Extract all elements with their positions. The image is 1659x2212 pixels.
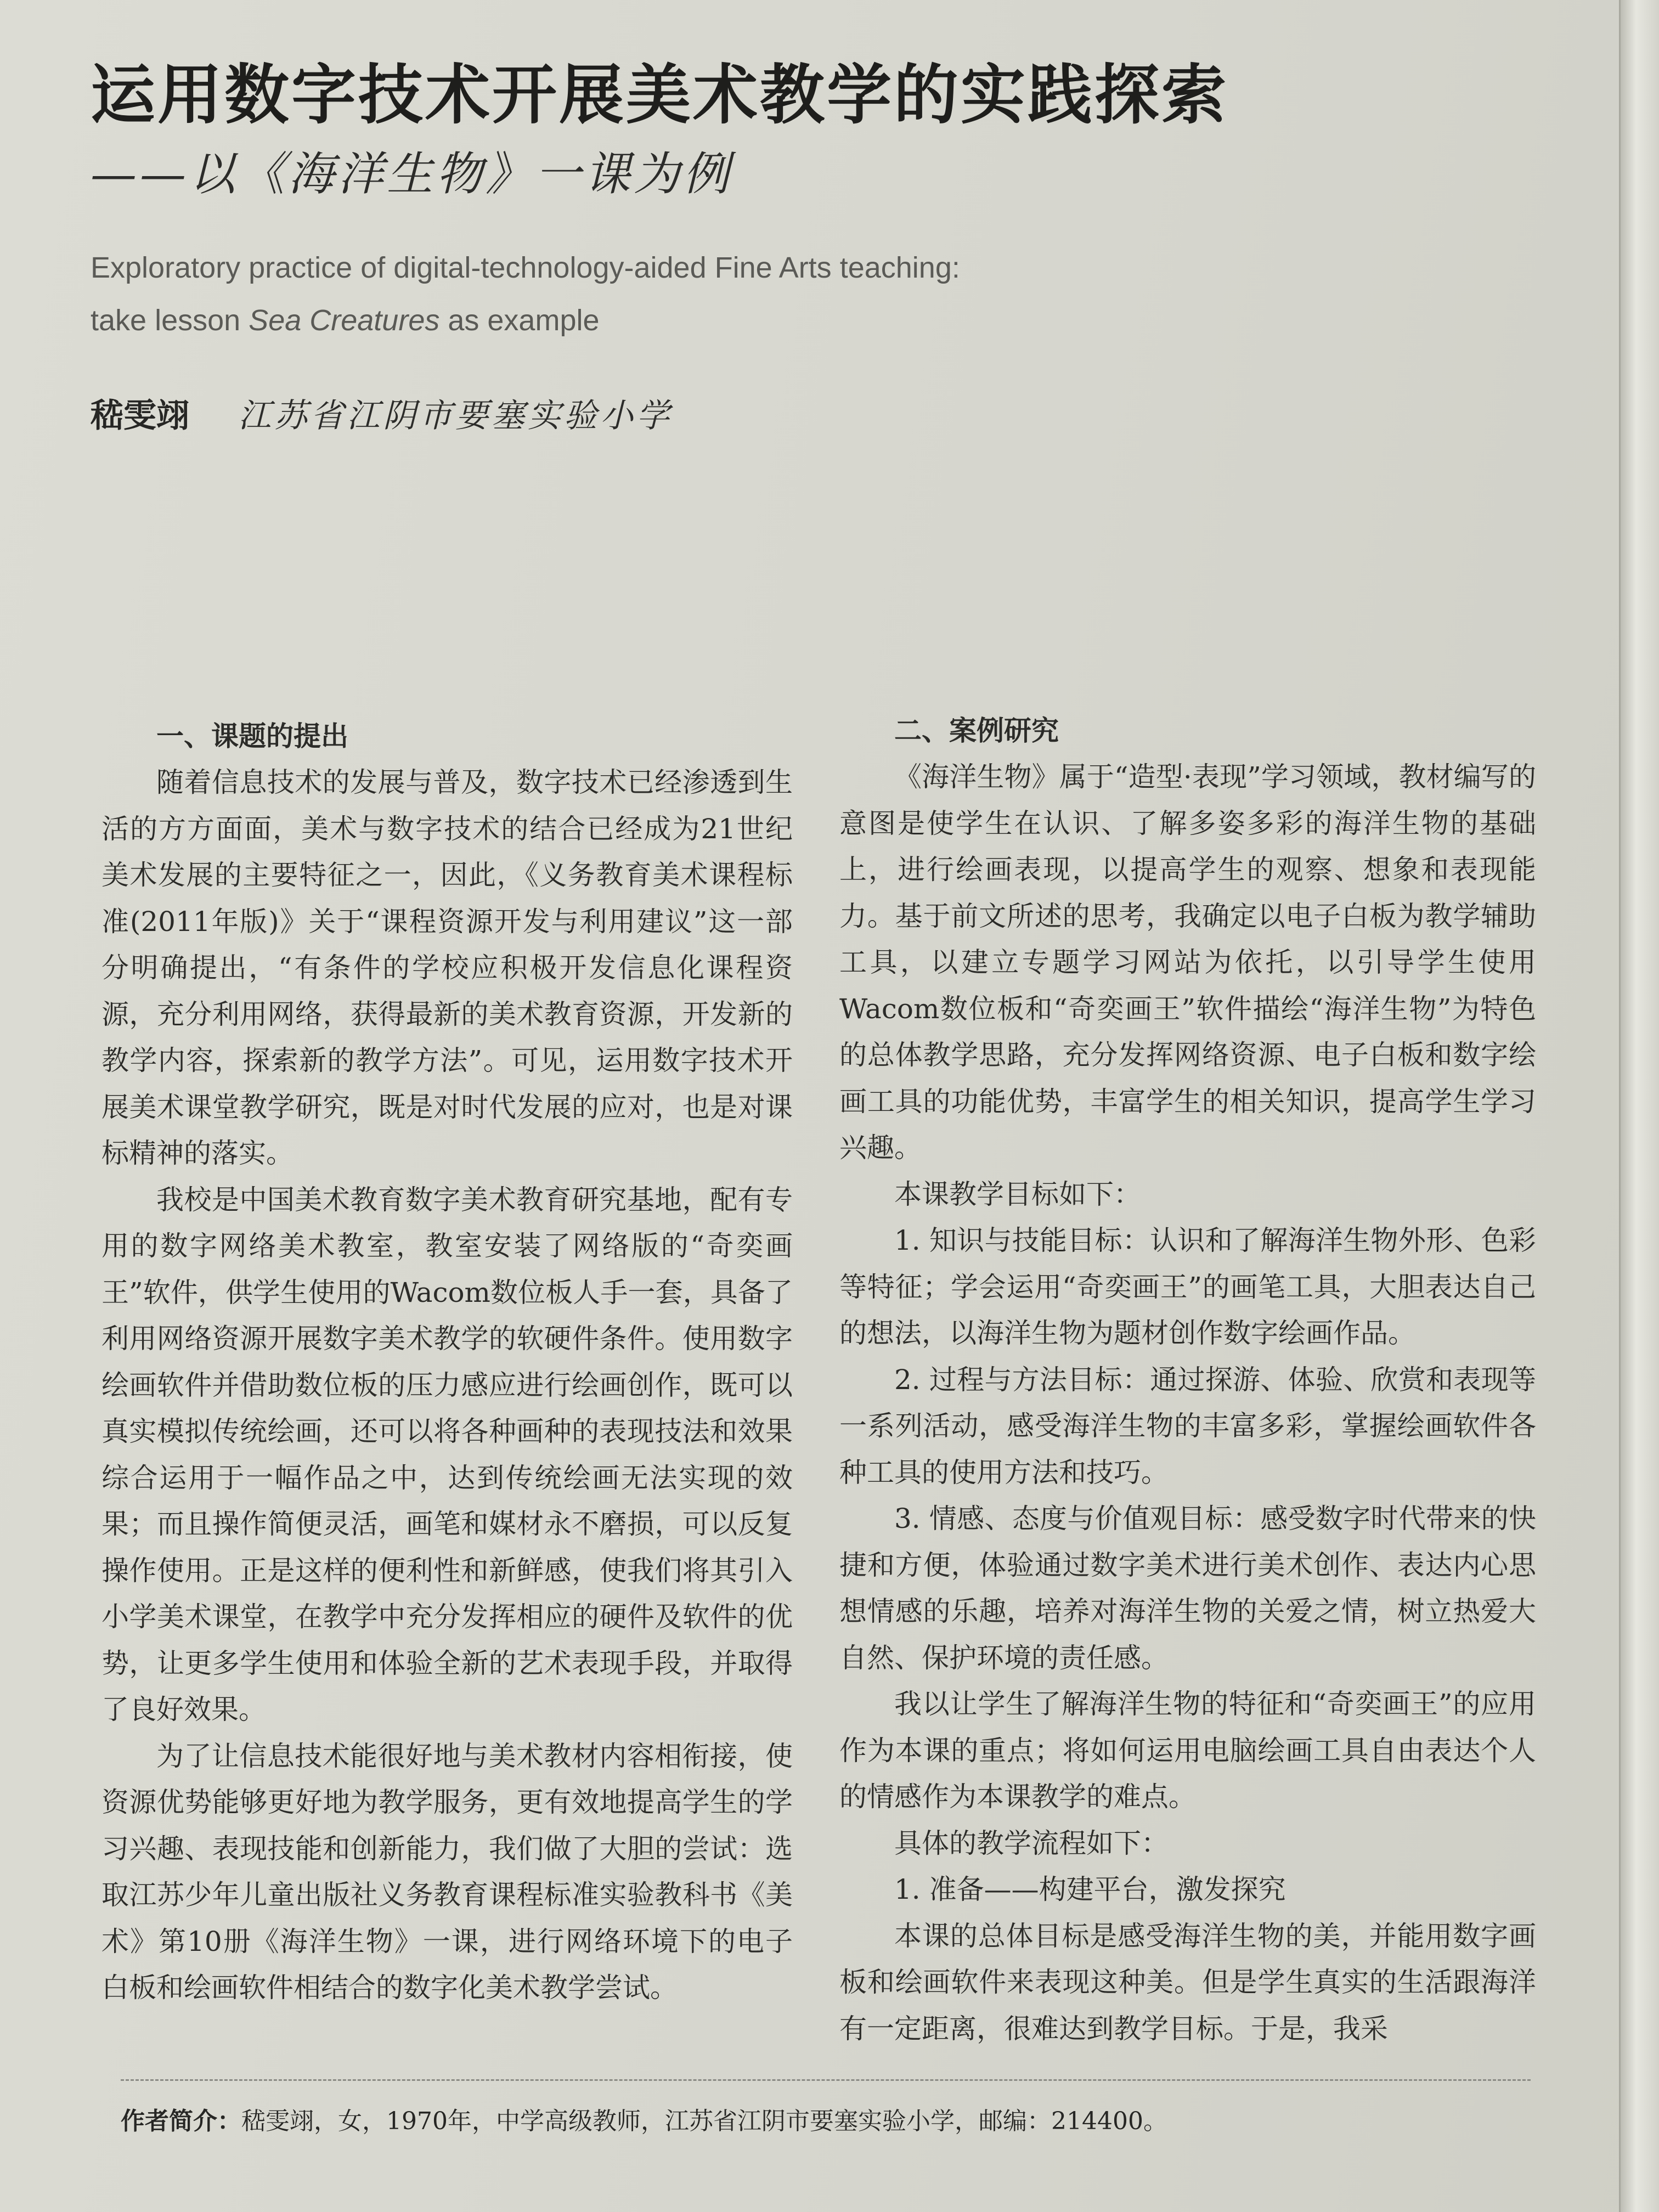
footnote-text: 嵇雯翊，女，1970年，中学高级教师，江苏省江阴市要塞实验小学，邮编：214400。 bbox=[241, 2107, 1167, 2135]
author-footnote bbox=[121, 2101, 1531, 2136]
right-paragraph: 3. 情感、态度与价值观目标：感受数字时代带来的快捷和方便，体验通过数字美术进行美术创作、表达内心思想情感的乐趣，培养对海洋生物的关爱之情，树立热爱大自然、保护环境的责任感。 bbox=[839, 1503, 1536, 1674]
right-paragraph: 《海洋生物》属于“造型·表现”学习领域，教材编写的意图是使学生在认识、了解多姿多彩的海洋生物的基础上，进行绘画表现，以提高学生的观察、想象和表现能力。基于前文所述的思考，我确定以电子白板为教学辅助工具，以建立专题学习网站为依托，以引导学生使用Wacom数位板和“奇奕画王”软件描绘“海洋生物”为特色的总体教学思路，充分发挥网络资源、电子白板和数字绘画工具的功能优势，丰富学生的相关知识，提高学生学习兴趣。 bbox=[839, 761, 1536, 1164]
right-paragraph: 2. 过程与方法目标：通过探游、体验、欣赏和表现等一系列活动，感受海洋生物的丰富多彩，掌握绘画软件各种工具的使用方法和技巧。 bbox=[839, 1363, 1536, 1488]
footnote-divider bbox=[121, 2079, 1531, 2081]
english-title-lesson-name: Sea Creatures bbox=[249, 304, 440, 337]
right-column bbox=[839, 708, 1536, 2052]
english-title-suffix: as example bbox=[439, 304, 600, 337]
article-title: 运用数字技术开展美术教学的实践探索 bbox=[91, 57, 1229, 133]
author-name: 嵇雯翊 bbox=[91, 397, 189, 435]
article-subtitle: ——以《海洋生物》一课为例 bbox=[91, 147, 733, 201]
left-paragraph: 为了让信息技术能很好地与美术教材内容相衔接，使资源优势能够更好地为教学服务，更有效地提高学生的学习兴趣、表现技能和创新能力，我们做了大胆的尝试：选取江苏少年儿童出版社义务教育课程标准实验教科书《美术》第10册《海洋生物》一课，进行网络环境下的电子白板和绘画软件相结合的数字化美术教学尝试。 bbox=[101, 1740, 793, 2004]
right-paragraph: 我以让学生了解海洋生物的特征和“奇奕画王”的应用作为本课的重点；将如何运用电脑绘画工具自由表达个人的情感作为本课教学的难点。 bbox=[839, 1688, 1536, 1813]
adjacent-page-edge bbox=[1619, 0, 1659, 2212]
footnote-label: 作者简介： bbox=[121, 2107, 241, 2135]
english-title-line2 bbox=[91, 294, 1133, 347]
section-heading-1: 一、课题的提出 bbox=[156, 720, 348, 752]
right-paragraph: 本课的总体目标是感受海洋生物的美，并能用数字画板和绘画软件来表现这种美。但是学生真实的生活跟海洋有一定距离，很难达到教学目标。于是，我采 bbox=[839, 1920, 1536, 2045]
right-paragraph: 1. 准备——构建平台，激发探究 bbox=[894, 1874, 1286, 1905]
english-title bbox=[91, 241, 1133, 347]
author-organization: 江苏省江阴市要塞实验小学 bbox=[238, 397, 673, 435]
english-title-line1: Exploratory practice of digital-technology-aided Fine Arts teaching: bbox=[91, 251, 960, 284]
right-paragraph: 1. 知识与技能目标：认识和了解海洋生物外形、色彩等特征；学会运用“奇奕画王”的画笔工具，大胆表达自己的想法，以海洋生物为题材创作数字绘画作品。 bbox=[839, 1224, 1536, 1349]
author-line bbox=[91, 390, 1297, 437]
right-paragraph: 本课教学目标如下： bbox=[894, 1178, 1141, 1210]
english-title-prefix: take lesson bbox=[91, 304, 249, 337]
section-heading-2: 二、案例研究 bbox=[894, 715, 1059, 747]
left-column bbox=[101, 713, 793, 2011]
left-paragraph: 随着信息技术的发展与普及，数字技术已经渗透到生活的方方面面，美术与数字技术的结合已经成为21世纪美术发展的主要特征之一，因此，《义务教育美术课程标准(2011年版)》关于“课程资源开发与利用建议”这一部分明确提出，“有条件的学校应积极开发信息化课程资源，充分利用网络，获得最新的美术教育资源，开发新的教学内容，探索新的教学方法”。可见，运用数字技术开展美术课堂教学研究，既是对时代发展的应对，也是对课标精神的落实。 bbox=[101, 766, 793, 1169]
left-paragraph: 我校是中国美术教育数字美术教育研究基地，配有专用的数字网络美术教室，教室安装了网络版的“奇奕画王”软件，供学生使用的Wacom数位板人手一套，具备了利用网络资源开展数字美术教学的软硬件条件。使用数字绘画软件并借助数位板的压力感应进行绘画创作，既可以真实模拟传统绘画，还可以将各种画种的表现技法和效果综合运用于一幅作品之中，达到传统绘画无法实现的效果；而且操作简便灵活，画笔和媒材永不磨损，可以反复操作使用。正是这样的便利性和新鲜感，使我们将其引入小学美术课堂，在教学中充分发挥相应的硬件及软件的优势，让更多学生使用和体验全新的艺术表现手段，并取得了良好效果。 bbox=[101, 1183, 793, 1725]
right-paragraph: 具体的教学流程如下： bbox=[894, 1827, 1169, 1859]
